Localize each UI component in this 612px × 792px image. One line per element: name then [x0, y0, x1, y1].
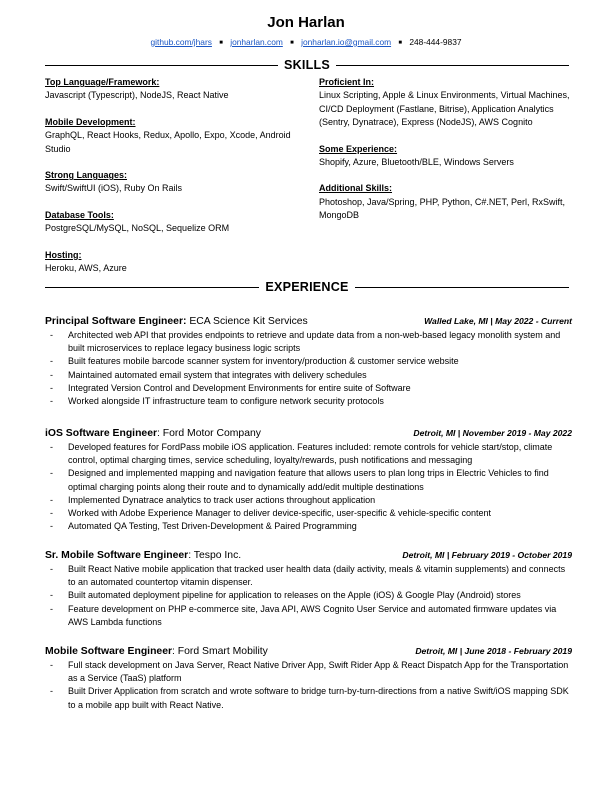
bullet-text: Built automated deployment pipeline for application to releases on the Apple (iOS) & Google Play (Android) stores — [68, 590, 521, 601]
job-title-line — [45, 316, 308, 327]
bullet-text: Built React Native mobile application that tracked user health data (daily activity, meals & vitamin supplements) and connects to an automated countertop vitamin dispenser. — [68, 564, 566, 588]
job-title-line — [45, 428, 261, 439]
job-entry-tespo — [45, 550, 572, 629]
skill-label: Top Language/Framework: — [45, 77, 160, 87]
separator-square-icon: ■ — [398, 40, 403, 46]
job-bullets — [45, 659, 572, 712]
skill-block-hosting — [45, 249, 305, 276]
bullet-dash: - — [50, 564, 53, 574]
skill-label: Mobile Development — [45, 116, 133, 127]
list-item — [45, 589, 572, 602]
job-header — [45, 316, 572, 327]
job-header — [45, 428, 572, 439]
skill-block-additional-skills — [319, 182, 574, 222]
bullet-text: Architected web API that provides endpoints to retrieve and update data from a non-web-based legacy monolith system and built microservices to replace legacy business logic scripts — [68, 330, 561, 354]
skill-value: GraphQL, React Hooks, Redux, Apollo, Expo, Xcode, Android Studio — [45, 130, 291, 154]
list-item — [45, 685, 572, 711]
skill-label-row — [45, 116, 305, 129]
job-location-dates: Detroit, MI | February 2019 - October 2019 — [402, 550, 572, 560]
bullet-text: Full stack development on Java Server, React Native Driver App, Swift Rider App & React Dispatch App for the Transportation as a Service (TaaS) platform — [68, 660, 569, 684]
job-header — [45, 646, 572, 657]
skill-value: Linux Scripting, Apple & Linux Environments, Virtual Machines, CI/CD Deployment (Fastlane, Bitrise), Application Analytics (Sentry, Dynatrace), Express (NodeJS), AWS Cognito — [319, 90, 570, 128]
bullet-text: Built features mobile barcode scanner system for inventory/production & customer service website — [68, 356, 459, 367]
bullet-dash: - — [50, 356, 53, 367]
list-item — [45, 494, 572, 507]
skills-left-column — [45, 76, 305, 288]
job-bullets — [45, 329, 572, 408]
section-rule-right — [355, 287, 569, 288]
skill-value: Shopify, Azure, Bluetooth/BLE, Windows Servers — [319, 157, 514, 168]
job-title-line — [45, 550, 241, 561]
skills-section-header — [45, 58, 569, 72]
experience-heading: EXPERIENCE — [265, 280, 349, 294]
bullet-text: Feature development on PHP e-commerce site, Java API, AWS Cognito User Service and automated firmware updates via AWS Lambda functions — [68, 603, 557, 627]
skill-label: Strong Languages: — [45, 170, 128, 181]
job-header — [45, 550, 572, 561]
section-rule-right — [336, 65, 569, 66]
company-name: : Ford Motor Company — [157, 428, 261, 439]
skills-right-column — [319, 76, 574, 236]
list-item — [45, 369, 572, 382]
list-item — [45, 563, 572, 589]
skill-label: Some Experience: — [319, 143, 398, 154]
list-item — [45, 355, 572, 368]
job-title: Principal Software Engineer: — [45, 316, 187, 327]
bullet-text: Automated QA Testing, Test Driven-Development & Paired Programming — [68, 521, 357, 532]
github-link[interactable]: github.com/jhars — [150, 37, 212, 47]
skill-label-colon: : — [132, 116, 136, 127]
list-item — [45, 441, 572, 467]
skill-value: Photoshop, Java/Spring, PHP, Python, C#.NET, Perl, RxSwift, MongoDB — [319, 196, 565, 221]
list-item — [45, 467, 572, 493]
bullet-text: Developed features for FordPass mobile iOS application. Features included: remote controls for vehicle start/stop, climate control, optimal charging times, service scheduling, loyalty/rewards, push notifications and messaging — [68, 442, 553, 466]
company-name: : Ford Smart Mobility — [172, 646, 268, 657]
website-link[interactable]: jonharlan.com — [230, 37, 283, 47]
skill-label: Database Tools: — [45, 209, 114, 220]
bullet-text: Designed and implemented mapping and navigation feature that allows users to plan long trips in Electric Vehicles to find optimal charging points along their route and to dynamically add/edit multiple destinations — [68, 468, 549, 492]
skills-heading: SKILLS — [284, 58, 330, 72]
section-rule-left — [45, 287, 259, 288]
skill-block-database-tools — [45, 209, 305, 236]
job-bullets — [45, 441, 572, 533]
skill-block-strong-languages — [45, 169, 305, 196]
skill-block-proficient-in — [319, 76, 574, 130]
contact-line — [0, 37, 612, 47]
bullet-text: Built Driver Application from scratch and wrote software to bridge turn-by-turn-directions from a native Swift/iOS mapping SDK to a mobile app built with React Native. — [68, 686, 569, 710]
skill-block-some-experience — [319, 143, 574, 170]
section-rule-left — [45, 65, 278, 66]
bullet-dash: - — [50, 442, 53, 452]
bullet-dash: - — [50, 396, 53, 407]
job-entry-ford-smart-mobility — [45, 646, 572, 712]
separator-square-icon: ■ — [219, 40, 223, 46]
skill-label: Hosting: — [45, 249, 82, 260]
job-title: iOS Software Engineer — [45, 428, 158, 439]
bullet-dash: - — [50, 369, 53, 380]
job-title: Sr. Mobile Software Engineer — [45, 550, 189, 561]
bullet-text: Implemented Dynatrace analytics to track user actions throughout application — [68, 494, 376, 505]
job-bullets — [45, 563, 572, 629]
skill-label: Proficient In: — [319, 77, 375, 87]
bullet-dash: - — [50, 686, 53, 697]
bullet-text: Worked alongside IT infrastructure team to configure network security protocols — [68, 396, 384, 407]
bullet-dash: - — [50, 603, 53, 614]
list-item — [45, 603, 572, 629]
skill-label: Additional Skills: — [319, 183, 393, 194]
email-link[interactable]: jonharlan.io@gmail.com — [301, 37, 392, 47]
list-item — [45, 507, 572, 520]
bullet-dash: - — [50, 468, 53, 479]
bullet-dash: - — [50, 521, 53, 532]
list-item — [45, 520, 572, 533]
skill-block-mobile-development — [45, 116, 305, 156]
job-location-dates: Detroit, MI | June 2018 - February 2019 — [415, 646, 572, 656]
phone-number: 248-444-9837 — [409, 37, 462, 47]
bullet-dash: - — [50, 494, 53, 505]
company-name: ECA Science Kit Services — [186, 316, 308, 327]
bullet-text: Maintained automated email system that integrates with delivery schedules — [68, 369, 367, 380]
skill-value: Heroku, AWS, Azure — [45, 263, 127, 274]
bullet-dash: - — [50, 382, 53, 393]
job-location-dates: Detroit, MI | November 2019 - May 2022 — [413, 428, 572, 438]
company-name: : Tespo Inc. — [188, 550, 242, 561]
bullet-dash: - — [50, 330, 53, 340]
bullet-text: Integrated Version Control and Development Environments for entire suite of Software — [68, 382, 411, 393]
job-location-dates: Walled Lake, MI | May 2022 - Current — [424, 316, 572, 326]
bullet-dash: - — [50, 660, 53, 670]
separator-square-icon: ■ — [290, 40, 294, 46]
bullet-dash: - — [50, 590, 53, 601]
skill-value: PostgreSQL/MySQL, NoSQL, Sequelize ORM — [45, 223, 230, 234]
job-title: Mobile Software Engineer — [45, 646, 173, 657]
skill-block-top-language — [45, 76, 305, 103]
list-item — [45, 329, 572, 355]
skill-value: Javascript (Typescript), NodeJS, React Native — [45, 90, 229, 101]
resume-name: Jon Harlan — [267, 14, 345, 31]
job-title-line — [45, 646, 268, 657]
list-item — [45, 382, 572, 395]
list-item — [45, 659, 572, 685]
bullet-text: Worked with Adobe Experience Manager to deliver device-specific, user-specific & vehicle-specific content — [68, 508, 492, 519]
skill-value: Swift/SwiftUI (iOS), Ruby On Rails — [45, 183, 183, 194]
list-item — [45, 395, 572, 408]
job-entry-ford-motor — [45, 428, 572, 533]
experience-section-header — [45, 280, 569, 294]
job-entry-eca — [45, 316, 572, 408]
bullet-dash: - — [50, 508, 53, 519]
